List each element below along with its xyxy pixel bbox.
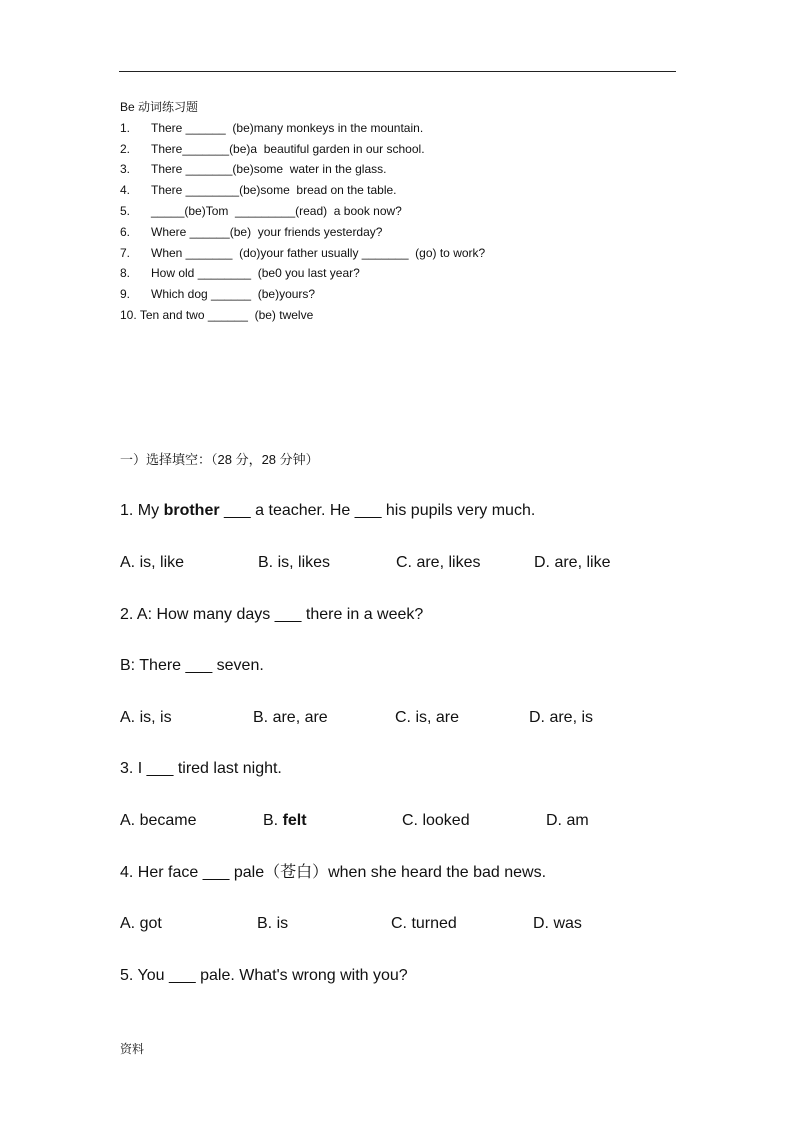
exercise-number: 5. [120, 204, 131, 218]
exercise-text: Where ______(be) your friends yesterday? [151, 225, 383, 239]
q3-option-d: D. am [546, 812, 589, 829]
q1-option-b: B. is, likes [258, 554, 331, 571]
question-1-bold: brother [163, 502, 220, 519]
exercise-item [120, 246, 485, 260]
q1-option-c: C. are, likes [396, 554, 481, 571]
exercise-number: 2. [120, 142, 131, 156]
question-2-a: 2. A: How many days ___ there in a week? [120, 606, 424, 623]
q3-option-b-bold: felt [282, 812, 307, 829]
exercise-text: There ______ (be)many monkeys in the mountain. [151, 121, 424, 135]
q3-option-b-prefix: B. [263, 812, 283, 829]
exercise-number: 10. [120, 308, 137, 322]
exercise-number: 9. [120, 287, 131, 301]
exercise-number: 3. [120, 162, 131, 176]
exercise-text: There_______(be)a beautiful garden in our school. [151, 142, 425, 156]
q1-option-a: A. is, like [120, 554, 185, 571]
exercise-item [120, 183, 397, 197]
q4-option-a: A. got [120, 915, 162, 932]
exercise-number: 8. [120, 266, 131, 280]
exercise-text: Which dog ______ (be)yours? [151, 287, 316, 301]
exercise-text: There _______(be)some water in the glass. [151, 162, 387, 176]
section-heading: 一）选择填空：（28 分，28 分钟） [120, 452, 319, 467]
q2-option-d: D. are, is [529, 709, 594, 726]
q3-option-a: A. became [120, 812, 197, 829]
q3-option-c: C. looked [402, 812, 470, 829]
q1-option-d: D. are, like [534, 554, 611, 571]
exercise-item [120, 162, 386, 176]
q4-option-d: D. was [533, 915, 582, 932]
question-1-post: ___ a teacher. He ___ his pupils very much. [219, 502, 536, 519]
question-2-b: B: There ___ seven. [120, 657, 264, 674]
exercise-item [120, 308, 313, 322]
footer-label: 资料 [120, 1042, 145, 1056]
exercise-text: There ________(be)some bread on the table. [151, 183, 397, 197]
q4-option-b: B. is [257, 915, 289, 932]
exercise-title: Be 动词练习题 [120, 100, 199, 114]
exercise-number: 4. [120, 183, 131, 197]
exercise-item [120, 142, 425, 156]
question-1 [120, 501, 535, 521]
exercise-text: Ten and two ______ (be) twelve [139, 308, 314, 322]
exercise-item [120, 266, 360, 280]
exercise-item [120, 287, 315, 301]
question-4: 4. Her face ___ pale（苍白）when she heard the bad news. [120, 864, 547, 881]
q3-option-b [263, 811, 307, 831]
header-rule [119, 71, 676, 72]
exercise-item [120, 204, 402, 218]
q4-option-c: C. turned [391, 915, 457, 932]
question-1-pre: 1. My [120, 502, 164, 519]
exercise-item [120, 121, 423, 135]
exercise-text: When _______ (do)your father usually _______ (go) to work? [151, 246, 486, 260]
exercise-number: 6. [120, 225, 131, 239]
q2-option-b: B. are, are [253, 709, 328, 726]
exercise-number: 1. [120, 121, 131, 135]
q2-option-a: A. is, is [120, 709, 172, 726]
question-3: 3. I ___ tired last night. [120, 760, 282, 777]
exercise-item [120, 225, 382, 239]
exercise-number: 7. [120, 246, 131, 260]
question-5: 5. You ___ pale. What's wrong with you? [120, 967, 408, 984]
exercise-text: _____(be)Tom _________(read) a book now? [151, 204, 402, 218]
q2-option-c: C. is, are [395, 709, 460, 726]
exercise-text: How old ________ (be0 you last year? [151, 266, 360, 280]
